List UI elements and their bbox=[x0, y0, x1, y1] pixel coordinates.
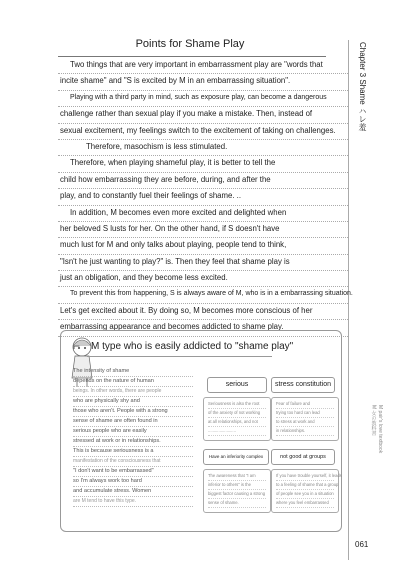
box-text-line: stressed at work or in relationships. bbox=[73, 437, 193, 447]
page-title: Points for Shame Play bbox=[135, 38, 245, 50]
cell-line: of the anxiety of not working bbox=[208, 409, 266, 418]
body-line: her beloved S lusts for her. On the other hand, if S doesn't have bbox=[58, 224, 348, 240]
box-text-line: This is because seriousness is a bbox=[73, 447, 193, 457]
bracket-arrow-icon: ⌐ bbox=[73, 339, 81, 353]
body-line: "Isn't he just wanting to play?" is. Then they feel that shame play is bbox=[58, 257, 348, 273]
box-title: M type who is easily addicted to "shame play" bbox=[91, 341, 294, 352]
box-text-line: sense of shame are often found in bbox=[73, 417, 193, 427]
cell-line: sense of shame. bbox=[208, 499, 266, 508]
body-line: incite shame" and "S is excited by M in an embarrassing situation". bbox=[58, 76, 348, 92]
body-line: Let's get excited about it. By doing so, M becomes more conscious of her bbox=[58, 306, 348, 322]
side-divider bbox=[348, 40, 349, 560]
cell-line: If you have trouble yourself, it leads bbox=[276, 472, 334, 481]
box-text-line: and accumulate stress. Women bbox=[73, 487, 193, 497]
box-title-divider bbox=[87, 356, 272, 357]
cell-line: to stress at work and bbox=[276, 418, 334, 427]
body-line: challenge rather than sexual play if you make a mistake. Then, instead of bbox=[58, 109, 348, 125]
side-credit bbox=[353, 405, 383, 465]
title-divider bbox=[58, 56, 326, 57]
serious-label: serious bbox=[207, 377, 267, 393]
cell-line: inferior to others" is the bbox=[208, 481, 266, 490]
body-line: Two things that are very important in embarrassment play are "words that bbox=[58, 60, 348, 76]
body-line: Therefore, when playing shameful play, it is better to tell the bbox=[58, 158, 348, 174]
cell-line: ........................ bbox=[208, 427, 266, 436]
cell-line: Seriousness is also the root bbox=[208, 400, 266, 409]
box-text-line: those who aren't. People with a strong bbox=[73, 407, 193, 417]
body-line: play, and to constantly fuel their feelings of shame. .. bbox=[58, 191, 348, 207]
body-line: sexual excitement, my feelings switch to the excitement of taking on challenges. bbox=[58, 126, 348, 142]
groups-label: not good at groups bbox=[271, 449, 335, 465]
box-text-line: so I'm always work too hard bbox=[73, 477, 193, 487]
body-line: just an obligation, and they become less excited. bbox=[58, 273, 348, 289]
serious-desc bbox=[203, 397, 271, 441]
cell-line: The awareness that "I am bbox=[208, 472, 266, 481]
side-credit-line: M pair's love textbook bbox=[377, 405, 383, 454]
cell-line: where you feel embarrassed bbox=[276, 499, 334, 508]
groups-desc bbox=[271, 469, 342, 513]
side-credit-line: M 女の教科書 bbox=[370, 405, 377, 436]
cell-line: in relationships. bbox=[276, 427, 334, 436]
cell-line: of people see you in a situation bbox=[276, 490, 334, 499]
body-line: child how embarrassing they are before, during, and after the bbox=[58, 175, 348, 191]
cell-line: to a feeling of shame that a group bbox=[276, 481, 334, 490]
info-box bbox=[60, 330, 342, 532]
box-text-line: serious people who are easily bbox=[73, 427, 193, 437]
inferiority-label: Have an inferiority complex bbox=[203, 449, 269, 465]
stress-label: stress constitution bbox=[271, 377, 335, 393]
body-text bbox=[58, 60, 353, 339]
stress-desc bbox=[271, 397, 339, 441]
box-text-line: beings. In other words, there are people bbox=[73, 387, 193, 397]
body-line: much lust for M and only talks about playing, people tend to think, bbox=[58, 240, 348, 256]
page-number: 061 bbox=[355, 540, 369, 549]
body-line: Playing with a third party in mind, such as exposure play, can become a dangerous bbox=[58, 93, 348, 109]
body-line: In addition, M becomes even more excited and delighted when bbox=[58, 208, 348, 224]
inferiority-desc bbox=[203, 469, 271, 513]
chapter-tab: Chapter 3 Shame ハレ羞 bbox=[358, 42, 367, 131]
body-line: embarrassing appearance and becomes addicted to shame play. bbox=[58, 322, 348, 338]
box-text-line: who are physically shy and bbox=[73, 397, 193, 407]
cell-line: biggest factor causing a strong bbox=[208, 490, 266, 499]
cell-line: Fear of failure and bbox=[276, 400, 334, 409]
cell-line: trying too hard can lead bbox=[276, 409, 334, 418]
box-text-line: are M tend to have this type. bbox=[73, 497, 193, 507]
cell-line: at all relationships, and not bbox=[208, 418, 266, 427]
box-text-line: The intensity of shame bbox=[73, 367, 193, 377]
box-text-line: "I don't want to be embarrassed" bbox=[73, 467, 193, 477]
box-text-line: depends on the nature of human bbox=[73, 377, 193, 387]
box-text-line: manifestation of the consciousness that bbox=[73, 457, 193, 467]
body-line: Therefore, masochism is less stimulated. bbox=[58, 142, 348, 158]
box-text bbox=[73, 367, 193, 507]
body-line: To prevent this from happening, S is always aware of M, who is in a embarrassing situation. bbox=[58, 289, 348, 305]
